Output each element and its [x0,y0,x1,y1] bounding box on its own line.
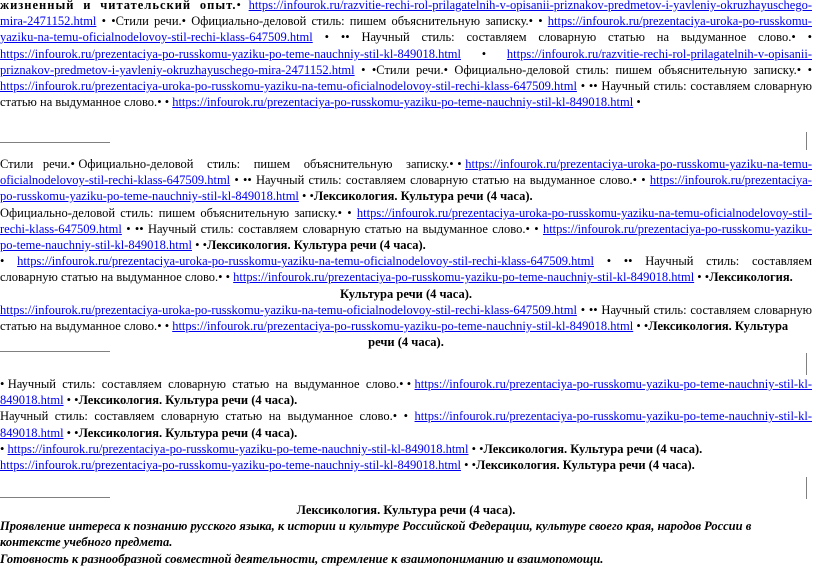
margin-bar [806,477,807,499]
text-nauchniy: Научный стиль: составляем словарную статью на выдуманное слово. [0,302,813,334]
link-nauchniy-stil[interactable]: https://infourok.ru/prezentaciya-po-russkomu-yaziku-po-teme-nauchniy-stil-kl-849018.html [172,95,634,110]
link-nauchniy-stil[interactable]: https://infourok.ru/prezentaciya-po-russkomu-yaziku-po-teme-nauchniy-stil-kl-849018.html [0,221,812,253]
text-leksikologiya-part: Лексикология. [709,270,793,285]
footnote-rule [0,351,110,352]
text-oficialno: Официально-деловой стиль: пишем объяснительную записку. [78,157,450,171]
text-gotovnost: Готовность к разнообразной совместной деятельности, стремление к взаимопониманию и взаимопомощи. [0,551,604,566]
link-razvitie-rechi[interactable]: https://infourok.ru/razvitie-rechi-rol-prilagatelnih-v-opisanii-priznakov-predmetov-i-yavleniy-okruzhayuschego-mira-2471152.html [0,0,812,29]
text-block-2: Стили речи.• Официально-деловой стиль: пишем объяснительную записку.• • https://infourok.ru/prezentaciya-uroka-po-russkomu-yaziku-na-temu-oficialnodelovoy-stil-rechi-klass-647509.html • •• Научный стиль: составляем словарную статью на выдуманное слово.• • https://infourok.ru/prezentaciya-po-russkomu-yaziku-po-teme-nauchniy-stil-kl-849018.html • •Лексикология. Культура речи (4 часа). Официально-деловой стиль: пишем объяснительную записку.• • https://infourok.ru/prezentaciya-uroka-po-russkomu-yaziku-na-temu-oficialnodelovoy-stil-rechi-klass-647509.html • •• Научный стиль: составляем словарную статью на выдуманное слово.• • https://infourok.ru/prezentaciya-po-russkomu-yaziku-po-teme-nauchniy-stil-kl-849018.html • •Лексикология. Культура речи (4 часа). • https://infourok.ru/prezentaciya-uroka-po-russkomu-yaziku-na-temu-oficialnodelovoy-stil-rechi-klass-647509.html • •• Научный стиль: составляем словарную статью на выдуманное слово.• • https://infourok.ru/prezentaciya-po-russkomu-yaziku-po-teme-nauchniy-stil-kl-849018.html • •Лексикология. Культура речи (4 часа). https://infourok.ru/prezentaciya-uroka-po-russkomu-yaziku-na-temu-oficialnodelovoy-stil-rechi-klass-647509.html • •• Научный стиль: составляем словарную статью на выдуманное слово.• • https://infourok.ru/prezentaciya-po-russkomu-yaziku-po-teme-nauchniy-stil-kl-849018.html • •Лексикология. Культура речи (4 часа). [0,157,813,350]
footnote-rule [0,497,110,498]
text-oficialno: Официально-деловой стиль: пишем объяснительную записку. [0,205,338,220]
link-nauchniy-stil[interactable]: https://infourok.ru/prezentaciya-po-russkomu-yaziku-po-teme-nauchniy-stil-kl-849018.html [7,441,469,456]
link-nauchniy-stil[interactable]: https://infourok.ru/prezentaciya-po-russkomu-yaziku-po-teme-nauchniy-stil-kl-849018.html [0,409,812,440]
link-nauchniy-stil[interactable]: https://infourok.ru/prezentaciya-po-russkomu-yaziku-po-teme-nauchniy-stil-kl-849018.html [0,46,461,61]
text-leksikologiya: Лексикология. Культура речи (4 часа). [78,425,298,440]
link-nauchniy-stil[interactable]: https://infourok.ru/prezentaciya-po-russkomu-yaziku-po-teme-nauchniy-stil-kl-849018.html [172,319,634,334]
text-leksikologiya: Лексикология. Культура речи (4 часа). [313,189,533,204]
text-leksikologiya: Лексикология. Культура речи (4 часа). [78,393,298,408]
link-oficialnodelovoy[interactable]: https://infourok.ru/prezentaciya-uroka-po-russkomu-yaziku-na-temu-oficialnodelovoy-stil-rechi-klass-647509.html [0,14,812,45]
text-block-1: жизненный и читательский опыт.• https://infourok.ru/razvitie-rechi-rol-prilagatelnih-v-opisanii-priznakov-predmetov-i-yavleniy-okruzhayuschego-mira-2471152.html • •Стили речи.• Официально-деловой стиль: пишем объяснительную записку.• • https://infourok.ru/prezentaciya-uroka-po-russkomu-yaziku-na-temu-oficialnodelovoy-stil-rechi-klass-647509.html • •• Научный стиль: составляем словарную статью на выдуманное слово.• • https://infourok.ru/prezentaciya-po-russkomu-yaziku-po-teme-nauchniy-stil-kl-849018.html • https://infourok.ru/razvitie-rechi-rol-prilagatelnih-v-opisanii-priznakov-predmetov-i-yavleniy-okruzhayuschego-mira-2471152.html • •Стили речи.• Официально-деловой стиль: пишем объяснительную записку.• • https://infourok.ru/prezentaciya-uroka-po-russkomu-yaziku-na-temu-oficialnodelovoy-stil-rechi-klass-647509.html • •• Научный стиль: составляем словарную статью на выдуманное слово.• • https://infourok.ru/prezentaciya-po-russkomu-yaziku-po-teme-nauchniy-stil-kl-849018.html • [0,0,813,110]
text-oficialno: Официально-деловой стиль: пишем объяснительную записку. [191,14,529,29]
text-leksikologiya: Лексикология. Культура речи (4 часа). [483,441,703,456]
text-block-4 [0,502,812,567]
text-leksikologiya-kultura: Лексикология. Культура [648,319,789,334]
footnote-rule [0,142,110,143]
text-rechi: речи (4 часа). [368,335,444,350]
link-oficialnodelovoy[interactable]: https://infourok.ru/prezentaciya-uroka-po-russkomu-yaziku-na-temu-oficialnodelovoy-stil-rechi-klass-647509.html [0,157,812,188]
link-razvitie-rechi[interactable]: https://infourok.ru/razvitie-rechi-rol-prilagatelnih-v-opisanii-priznakov-predmetov-i-yavleniy-okruzhayuschego-mira-2471152.html [0,46,812,77]
text-stili: Стили речи. [0,157,71,171]
margin-bar [806,353,807,375]
link-oficialnodelovoy[interactable]: https://infourok.ru/prezentaciya-uroka-po-russkomu-yaziku-na-temu-oficialnodelovoy-stil-rechi-klass-647509.html [0,302,577,317]
link-oficialnodelovoy[interactable]: https://infourok.ru/prezentaciya-uroka-po-russkomu-yaziku-na-temu-oficialnodelovoy-stil-rechi-klass-647509.html [0,205,812,236]
margin-bar [806,132,807,150]
text-nauchniy: Научный стиль: составляем словарную статью на выдуманное слово. [361,30,792,45]
link-oficialnodelovoy[interactable]: https://infourok.ru/prezentaciya-uroka-po-russkomu-yaziku-na-temu-oficialnodelovoy-stil-rechi-klass-647509.html [0,79,577,94]
link-nauchniy-stil[interactable]: https://infourok.ru/prezentaciya-po-russkomu-yaziku-po-teme-nauchniy-stil-kl-849018.html [0,173,812,204]
text-leksikologiya: Лексикология. Культура речи (4 часа). [476,458,695,473]
text-kultura: Культура речи (4 часа). [339,286,473,301]
text-nauchniy: Научный стиль: составляем словарную статью на выдуманное слово. [256,173,633,188]
link-nauchniy-stil[interactable]: https://infourok.ru/prezentaciya-po-russkomu-yaziku-po-teme-nauchniy-stil-kl-849018.html [0,458,461,473]
text-nauchniy: Научный стиль: составляем словарную статью на выдуманное слово. [0,79,813,110]
text-leksikologiya: Лексикология. Культура речи (4 часа). [207,238,426,253]
text-nauchniy: Научный стиль: составляем словарную статью на выдуманное слово. [7,377,400,391]
text-nauchniy: Научный стиль: составляем словарную статью на выдуманное слово. [0,409,393,424]
section-heading-leksikologiya: Лексикология. Культура речи (4 часа). [296,503,516,517]
text-stili: Стили речи. [376,62,444,77]
text-block-3: • Научный стиль: составляем словарную статью на выдуманное слово.• • https://infourok.ru/prezentaciya-po-russkomu-yaziku-po-teme-nauchniy-stil-kl-849018.html • •Лексикология. Культура речи (4 часа). Научный стиль: составляем словарную статью на выдуманное слово.• • https://infourok.ru/prezentaciya-po-russkomu-yaziku-po-teme-nauchniy-stil-kl-849018.html • •Лексикология. Культура речи (4 часа). • https://infourok.ru/prezentaciya-po-russkomu-yaziku-po-teme-nauchniy-stil-kl-849018.html • •Лексикология. Культура речи (4 часа). https://infourok.ru/prezentaciya-po-russkomu-yaziku-po-teme-nauchniy-stil-kl-849018.html • •Лексикология. Культура речи (4 часа). [0,377,812,473]
text-oficialno: Официально-деловой стиль: пишем объяснительную записку. [454,62,797,77]
link-nauchniy-stil[interactable]: https://infourok.ru/prezentaciya-po-russkomu-yaziku-po-teme-nauchniy-stil-kl-849018.html [233,270,695,285]
text-nauchniy: Научный стиль: составляем словарную статью на выдуманное слово. [0,254,812,285]
link-nauchniy-stil[interactable]: https://infourok.ru/prezentaciya-po-russkomu-yaziku-po-teme-nauchniy-stil-kl-849018.html [0,377,812,408]
text-nauchniy: Научный стиль: составляем словарную статью на выдуманное слово. [148,221,526,236]
text-stili: Стили речи. [115,14,182,29]
text-proyavlenie-interesa: Проявление интереса к познанию русского языка, к истории и культуре Российской Федерации, культуре своего края, народов России в контексте учебного предмета. [0,519,752,550]
link-oficialnodelovoy[interactable]: https://infourok.ru/prezentaciya-uroka-po-russkomu-yaziku-na-temu-oficialnodelovoy-stil-rechi-klass-647509.html [17,254,594,269]
text-opyt: жизненный и читательский опыт. [0,0,237,12]
